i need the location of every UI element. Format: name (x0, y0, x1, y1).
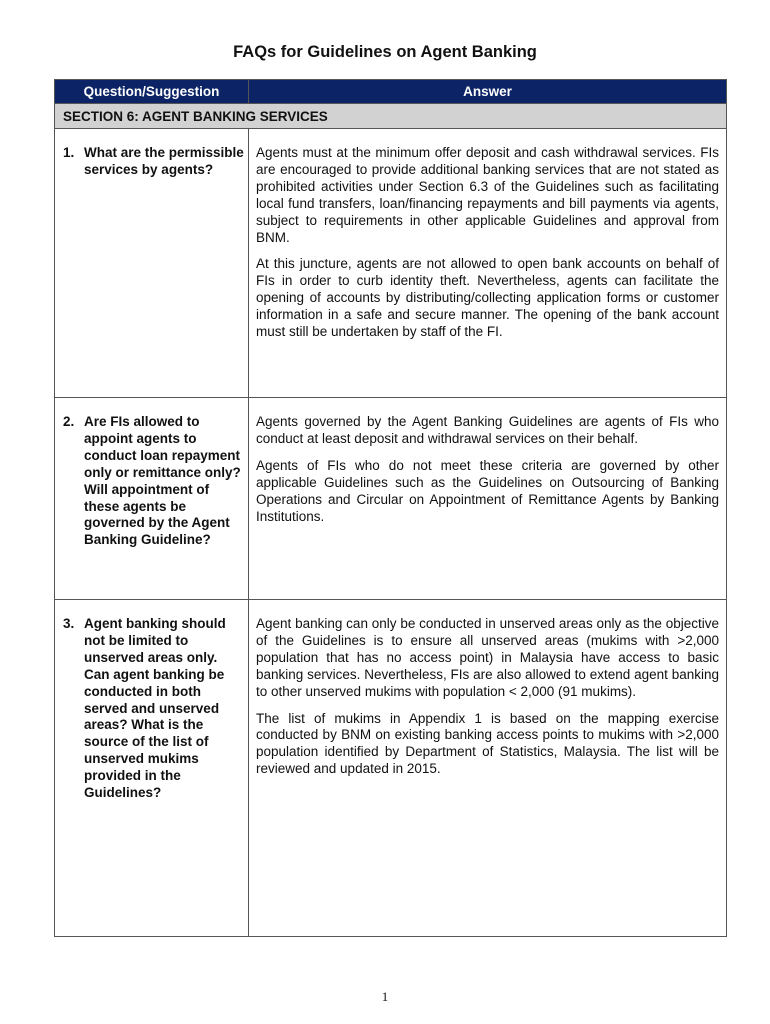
answer-paragraph: The list of mukims in Appendix 1 is based on the mapping exercise conducted by BNM on existing banking access points to mukims with >2,000 population identified by Department of Statistics, Malaysia. The list will be reviewed and updated in 2015. (256, 710, 719, 777)
question-number: 3. (63, 616, 75, 631)
table-header-row (55, 80, 727, 104)
answer-cell (249, 600, 727, 937)
faq-table (54, 79, 727, 937)
answer-paragraph: Agents governed by the Agent Banking Guidelines are agents of FIs who conduct at least deposit and withdrawal services on their behalf. (256, 414, 719, 446)
answer-paragraph: Agents must at the minimum offer deposit and cash withdrawal services. FIs are encouraged to provide additional banking services that are not stated as prohibited activities under Section 6.3 of the Guidelines such as facilitating local fund transfers, loan/financing repayments and bill payments via agents, subject to requirements in other applicable Guidelines and approval from BNM. (256, 145, 719, 245)
question-cell (55, 129, 249, 398)
question-text: What are the permissible services by agents? (84, 145, 244, 177)
section-title: SECTION 6: AGENT BANKING SERVICES (55, 104, 727, 129)
answer-paragraph: Agent banking can only be conducted in unserved areas only as the objective of the Guidelines is to ensure all unserved areas (mukims with >2,000 population that has no access point) in Malaysia have access to basic banking services. Nevertheless, FIs are also allowed to extend agent banking to other unserved mukims with population < 2,000 (91 mukims). (256, 616, 719, 699)
answer-paragraph: At this juncture, agents are not allowed to open bank accounts on behalf of FIs in order to curb identity theft. Nevertheless, agents can facilitate the opening of accounts by distributing/collecting application forms or customer information in a safe and secure manner. The opening of the bank account must still be undertaken by staff of the FI. (256, 256, 719, 340)
answer-paragraph: Agents of FIs who do not meet these criteria are governed by other applicable Guidelines such as the Guidelines on Outsourcing of Banking Operations and Circular on Appointment of Remittance Agents by Banking Institutions. (256, 457, 719, 524)
question-text: Agent banking should not be limited to unserved areas only. Can agent banking be conducted in both served and unserved areas? What is the source of the list of unserved mukims provided in the Guidelines? (84, 616, 226, 801)
page-number: 1 (381, 989, 389, 1004)
question-number: 1. (63, 145, 75, 160)
answer-cell (249, 398, 727, 600)
answer-cell (249, 129, 727, 398)
question-cell (55, 398, 249, 600)
section-row (55, 104, 727, 129)
question-cell (55, 600, 249, 937)
document-title: FAQs for Guidelines on Agent Banking (233, 43, 537, 61)
question-text: Are FIs allowed to appoint agents to conduct loan repayment only or remittance only? Will appointment of these agents be governed by the Agent Banking Guideline? (84, 414, 241, 548)
question-number: 2. (63, 414, 75, 429)
table-row (55, 398, 727, 600)
table-row (55, 600, 727, 937)
table-row (55, 129, 727, 398)
answer-column-header: Answer (249, 80, 727, 104)
question-column-header: Question/Suggestion (55, 80, 249, 104)
